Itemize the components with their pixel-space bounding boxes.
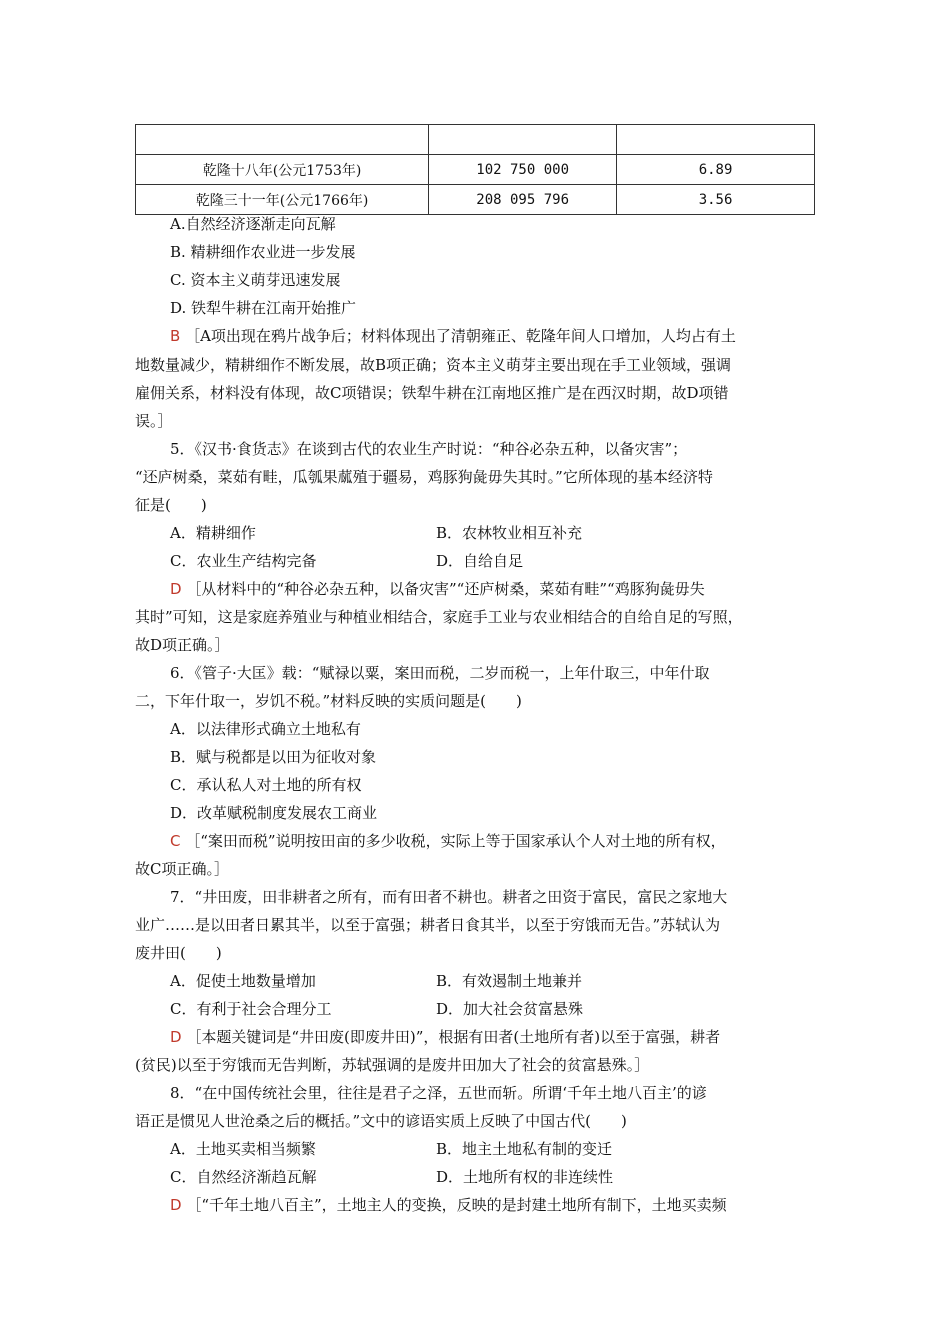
q5-option-c: C．农业生产结构完备 bbox=[170, 552, 317, 570]
q6-option-b: B．赋与税都是以田为征收对象 bbox=[170, 748, 377, 766]
q4-option-d: D. 铁犁牛耕在江南开始推广 bbox=[170, 299, 357, 317]
table-cell: 6.89 bbox=[617, 155, 815, 185]
q7-stem-line: 7．“井田废，田非耕者之所有，而有田者不耕也。耕者之田资于富民，富民之家地大 bbox=[170, 888, 728, 906]
q5-explanation-line: D ［从材料中的“种谷必杂五种，以备灾害”“还庐树桑，菜茹有畦”“鸡豚狗彘毋失 bbox=[170, 580, 705, 598]
table-cell bbox=[429, 125, 617, 155]
q6-explanation-line: 故C项正确。］ bbox=[135, 860, 229, 878]
q8-option-c: C．自然经济渐趋瓦解 bbox=[170, 1168, 317, 1186]
q4-answer: B bbox=[170, 327, 181, 345]
q7-stem-line: 废井田( ) bbox=[135, 944, 222, 962]
q7-option-d: D．加大社会贫富悬殊 bbox=[436, 1000, 584, 1018]
q8-option-b: B．地主土地私有制的变迁 bbox=[436, 1140, 613, 1158]
q4-explanation-line: B ［A项出现在鸦片战争后；材料体现出了清朝雍正、乾隆年间人口增加，人均占有土 bbox=[170, 327, 736, 345]
q7-stem-line: 业广……是以田者日累其半，以至于富强；耕者日食其半，以至于穷饿而无告。”苏轼认为 bbox=[135, 916, 721, 934]
q7-answer: D bbox=[170, 1028, 182, 1046]
q5-explanation-line: 其时”可知，这是家庭养殖业与种植业相结合，家庭手工业与农业相结合的自给自足的写照， bbox=[135, 608, 743, 626]
table-cell: 乾隆三十一年(公元1766年) bbox=[136, 185, 429, 215]
q6-stem-line: 二，下年什取一，岁饥不税。”材料反映的实质问题是( ) bbox=[135, 692, 522, 710]
q5-answer: D bbox=[170, 580, 182, 598]
q7-explanation-line: (贫民)以至于穷饿而无告判断，苏轼强调的是废井田加大了社会的贫富悬殊。］ bbox=[135, 1056, 650, 1074]
q8-stem-line: 8．“在中国传统社会里，往往是君子之泽，五世而斩。所谓‘千年土地八百主’的谚 bbox=[170, 1084, 707, 1102]
q5-stem-line: “还庐树桑，菜茹有畦，瓜瓠果蓏殖于疆易，鸡豚狗彘毋失其时。”它所体现的基本经济特 bbox=[135, 468, 713, 486]
table-cell: 208 095 796 bbox=[429, 185, 617, 215]
population-table bbox=[135, 124, 815, 215]
q7-option-a: A．促使土地数量增加 bbox=[170, 972, 316, 990]
q5-option-d: D．自给自足 bbox=[436, 552, 524, 570]
q5-stem-line: 5．《汉书·食货志》在谈到古代的农业生产时说：“种谷必杂五种，以备灾害”； bbox=[170, 440, 688, 458]
q8-explanation-line: D ［“千年土地八百主”，土地主人的变换，反映的是封建土地所有制下，土地买卖频 bbox=[170, 1196, 727, 1214]
q8-answer: D bbox=[170, 1196, 182, 1214]
table-cell: 乾隆十八年(公元1753年) bbox=[136, 155, 429, 185]
q7-explanation-line: D ［本题关键词是“井田废(即废井田)”，根据有田者(土地所有者)以至于富强，耕者 bbox=[170, 1028, 721, 1046]
table-cell bbox=[136, 125, 429, 155]
q4-explanation-line: 误。］ bbox=[135, 412, 173, 430]
q5-stem-line: 征是( ) bbox=[135, 496, 207, 514]
q5-explanation-line: 故D项正确。］ bbox=[135, 636, 230, 654]
q6-stem-line: 6．《管子·大匡》载：“赋禄以粟，案田而税，二岁而税一，上年什取三，中年什取 bbox=[170, 664, 710, 682]
table-row bbox=[136, 155, 815, 185]
q4-option-a: A.自然经济逐渐走向瓦解 bbox=[170, 215, 336, 233]
q6-explanation-line: C ［“案田而税”说明按田亩的多少收税，实际上等于国家承认个人对土地的所有权， bbox=[170, 832, 726, 850]
q6-option-a: A．以法律形式确立土地私有 bbox=[170, 720, 361, 738]
q6-option-c: C．承认私人对土地的所有权 bbox=[170, 776, 362, 794]
q5-option-b: B．农林牧业相互补充 bbox=[436, 524, 583, 542]
q6-option-d: D．改革赋税制度发展农工商业 bbox=[170, 804, 378, 822]
table-row bbox=[136, 125, 815, 155]
q8-option-a: A．土地买卖相当频繁 bbox=[170, 1140, 316, 1158]
table-cell: 102 750 000 bbox=[429, 155, 617, 185]
q4-option-c: C. 资本主义萌芽迅速发展 bbox=[170, 271, 341, 289]
q4-option-b: B. 精耕细作农业进一步发展 bbox=[170, 243, 356, 261]
table-cell bbox=[617, 125, 815, 155]
table-cell: 3.56 bbox=[617, 185, 815, 215]
q4-explanation-line: 地数量减少，精耕细作不断发展，故B项正确；资本主义萌芽主要出现在手工业领域，强调 bbox=[135, 356, 732, 374]
q5-option-a: A．精耕细作 bbox=[170, 524, 256, 542]
table-row bbox=[136, 185, 815, 215]
q6-answer: C bbox=[170, 832, 181, 850]
q8-option-d: D．土地所有权的非连续性 bbox=[436, 1168, 614, 1186]
q8-stem-line: 语正是惯见人世沧桑之后的概括。”文中的谚语实质上反映了中国古代( ) bbox=[135, 1112, 627, 1130]
q7-option-b: B．有效遏制土地兼并 bbox=[436, 972, 583, 990]
q4-explanation-line: 雇佣关系，材料没有体现，故C项错误；铁犁牛耕在江南地区推广是在西汉时期，故D项错 bbox=[135, 384, 729, 402]
q7-option-c: C．有利于社会合理分工 bbox=[170, 1000, 332, 1018]
